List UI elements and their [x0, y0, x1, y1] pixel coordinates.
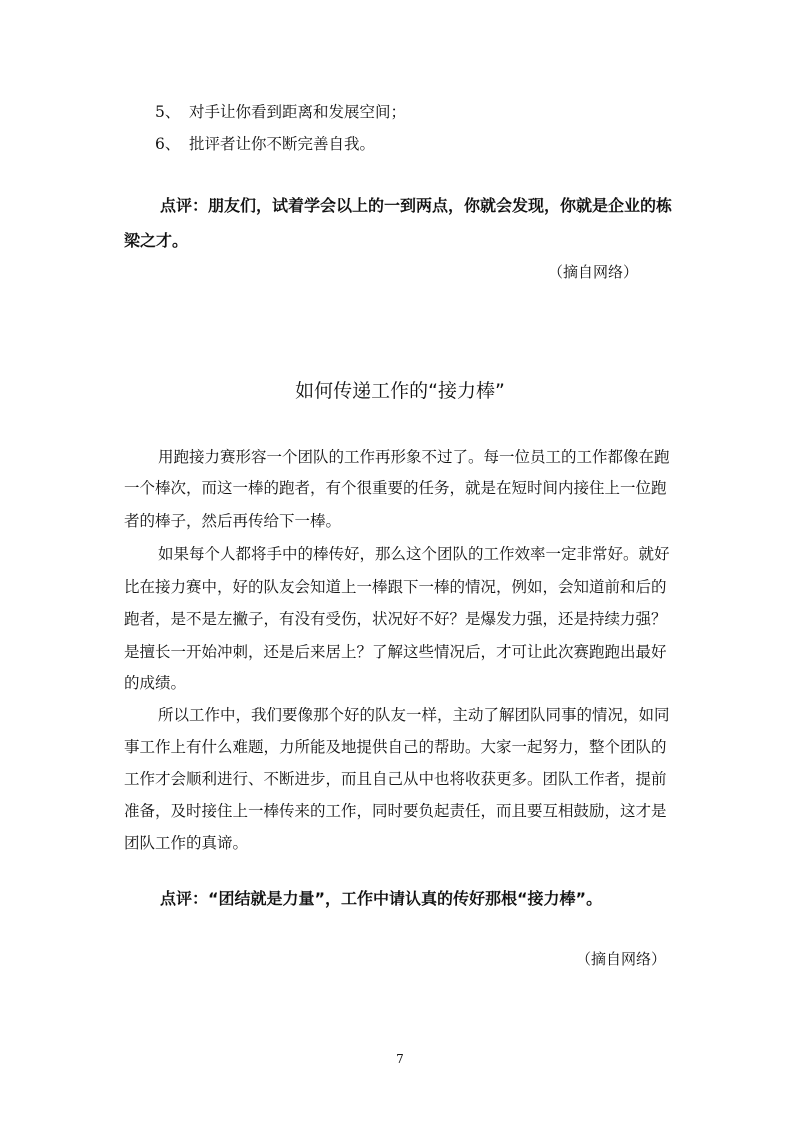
list-item-6	[155, 133, 375, 155]
comment-1-line-1: 点评：朋友们，试着学会以上的一到两点，你就会发现，你就是企业的栋	[160, 196, 673, 215]
comment-1-line-2: 梁之才。	[124, 231, 189, 250]
paragraph-3-line-1: 所以工作中，我们要像那个好的队友一样，主动了解团队同事的情况，如同	[158, 706, 670, 724]
list-number: 6、	[155, 135, 181, 153]
article-title: 如何传递工作的“接力棒”	[295, 380, 505, 402]
paragraph-2-line-3: 跑者，是不是左撇子，有没有受伤，状况好不好？是爆发力强，还是持续力强？	[124, 610, 667, 628]
list-number: 5、	[155, 103, 181, 121]
paragraph-1-line-1: 用跑接力赛形容一个团队的工作再形象不过了。每一位员工的工作都像在跑	[158, 448, 670, 466]
list-item-5	[155, 101, 406, 123]
paragraph-2-line-4: 是擅长一开始冲刺，还是后来居上？了解这些情况后，才可让此次赛跑跑出最好	[124, 643, 667, 661]
source-note-2: （摘自网络）	[576, 950, 667, 968]
paragraph-1-line-2: 一个棒次，而这一棒的跑者，有个很重要的任务，就是在短时间内接住上一位跑	[124, 479, 667, 497]
source-note-1: （摘自网络）	[548, 263, 639, 281]
paragraph-1-line-3: 者的棒子，然后再传给下一棒。	[124, 512, 342, 530]
paragraph-3-line-4: 准备，及时接住上一棒传来的工作，同时要负起责任，而且要互相鼓励，这才是	[124, 802, 667, 820]
paragraph-2-line-1: 如果每个人都将手中的棒传好，那么这个团队的工作效率一定非常好。就好	[158, 545, 670, 563]
list-text: 对手让你看到距离和发展空间；	[189, 103, 407, 121]
list-text: 批评者让你不断完善自我。	[189, 135, 376, 153]
paragraph-2-line-5: 的成绩。	[124, 674, 187, 692]
comment-2: 点评：“团结就是力量”，工作中请认真的传好那根“接力棒”。	[160, 889, 603, 908]
paragraph-3-line-3: 工作才会顺利进行、不断进步，而且自己从中也将收获更多。团队工作者，提前	[124, 770, 667, 788]
paragraph-3-line-5: 团队工作的真谛。	[124, 834, 249, 852]
paragraph-2-line-2: 比在接力赛中，好的队友会知道上一棒跟下一棒的情况，例如，会知道前和后的	[124, 578, 667, 596]
page-number: 7	[396, 1052, 404, 1066]
paragraph-3-line-2: 事工作上有什么难题，力所能及地提供自己的帮助。大家一起努力，整个团队的	[124, 738, 667, 756]
